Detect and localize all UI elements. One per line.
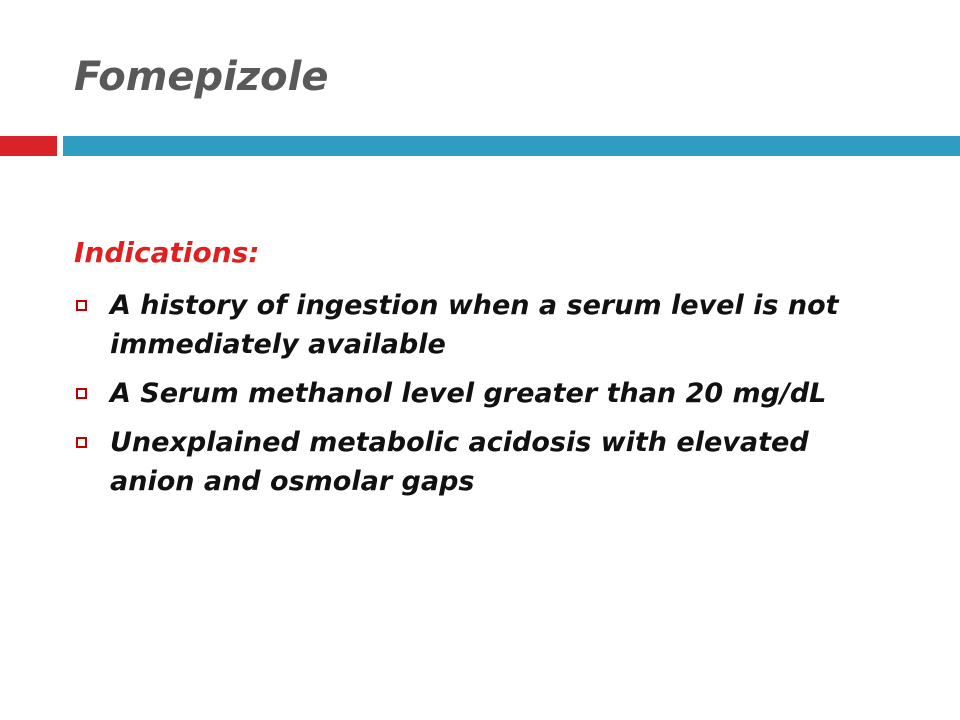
hollow-square-icon	[76, 300, 87, 311]
slide-title: Fomepizole	[74, 54, 329, 100]
bullet-text: A Serum methanol level greater than 20 mg/dL	[110, 378, 827, 409]
slide-body	[74, 230, 854, 501]
hollow-square-icon	[76, 388, 87, 399]
title-accent-bar-red	[0, 136, 57, 156]
title-accent-bar-blue	[63, 136, 960, 156]
indications-heading: Indications:	[74, 236, 260, 269]
list-item	[74, 423, 854, 501]
indications-list	[74, 286, 854, 501]
list-item	[74, 374, 854, 413]
bullet-text: Unexplained metabolic acidosis with elevated anion and osmolar gaps	[110, 427, 809, 497]
list-item	[74, 286, 854, 364]
bullet-text: A history of ingestion when a serum level is not immediately available	[110, 290, 839, 360]
hollow-square-icon	[76, 437, 87, 448]
